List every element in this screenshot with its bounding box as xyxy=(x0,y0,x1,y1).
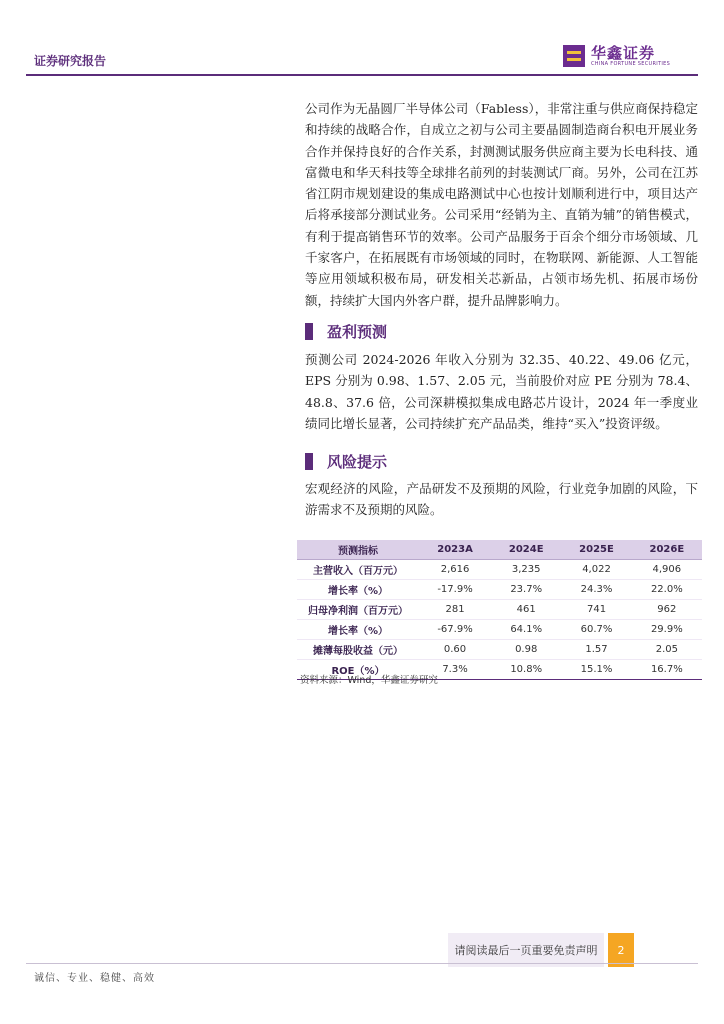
logo-name-cn: 华鑫证券 xyxy=(591,44,656,62)
table-cell: 3,235 xyxy=(491,560,561,580)
section-heading-forecast xyxy=(305,319,698,345)
table-row-label: 主营收入（百万元） xyxy=(297,560,419,580)
table-cell: 0.60 xyxy=(419,640,491,660)
table-row xyxy=(297,640,702,660)
table-cell: 24.3% xyxy=(561,580,631,600)
table-cell: 15.1% xyxy=(561,660,631,680)
table-row xyxy=(297,560,702,580)
section-marker-icon xyxy=(305,323,313,340)
table-cell: 29.9% xyxy=(632,620,702,640)
table-cell: -67.9% xyxy=(419,620,491,640)
table-cell: 4,022 xyxy=(561,560,631,580)
disclaimer-text: 请阅读最后一页重要免责声明 xyxy=(454,944,598,957)
table-row-label: 增长率（%） xyxy=(297,620,419,640)
table-row-label: 摊薄每股收益（元） xyxy=(297,640,419,660)
header-divider xyxy=(26,74,698,76)
company-logo xyxy=(563,45,670,67)
page-number: 2 xyxy=(608,933,634,967)
table-header-cell: 预测指标 xyxy=(297,540,419,560)
table-cell: 962 xyxy=(632,600,702,620)
table-cell: 0.98 xyxy=(491,640,561,660)
section-heading-risk xyxy=(305,448,698,474)
logo-name-en: CHINA FORTUNE SECURITIES xyxy=(591,61,671,67)
table-cell: 741 xyxy=(561,600,631,620)
table-row xyxy=(297,580,702,600)
logo-mark-icon xyxy=(563,45,585,67)
table-cell: 22.0% xyxy=(632,580,702,600)
table-row-label: 归母净利润（百万元） xyxy=(297,600,419,620)
disclaimer-notice xyxy=(448,933,604,967)
section-marker-icon xyxy=(305,453,313,470)
forecast-paragraph: 预测公司 2024-2026 年收入分别为 32.35、40.22、49.06 亿元，EPS 分别为 0.98、1.57、2.05 元，当前股价对应 PE 分别为 78.4、48.8、37.6 倍，公司深耕模拟集成电路芯片设计，2024 年一季度业绩同比增长显著，公司持续扩充产品品类，维持“买入”投资评级。 xyxy=(305,351,698,431)
table-source-note: 资料来源：Wind，华鑫证券研究 xyxy=(300,675,438,686)
table-cell: 281 xyxy=(419,600,491,620)
table-cell: 7.3% xyxy=(419,660,491,680)
table-header-cell: 2026E xyxy=(632,540,702,560)
table-cell: -17.9% xyxy=(419,580,491,600)
table-row xyxy=(297,620,702,640)
report-type-label: 证券研究报告 xyxy=(34,54,107,68)
section-title: 风险提示 xyxy=(327,452,388,471)
table-header-cell: 2025E xyxy=(561,540,631,560)
table-cell: 60.7% xyxy=(561,620,631,640)
intro-paragraph: 公司作为无晶圆厂半导体公司（Fabless），非常注重与供应商保持稳定和持续的战略合作，自成立之初与公司主要晶圆制造商台积电开展业务合作并保持良好的合作关系，封测测试服务供应商主要为长电科技、通富微电和华天科技等全球排名前列的封装测试厂商。另外，公司在江苏省江阴市规划建设的集成电路测试中心也按计划顺利进行中，项目达产后将承接部分测试业务。公司采用“经销为主、直销为辅”的销售模式，有利于提高销售环节的效率。公司产品服务于百余个细分市场领域、几千家客户，在拓展既有市场领域的同时，在物联网、新能源、人工智能等应用领域积极布局，研发相关芯新品，占领市场先机、拓展市场份额，持续扩大国内外客户群，提升品牌影响力。 xyxy=(305,101,698,308)
footer-motto: 诚信、专业、稳健、高效 xyxy=(34,973,155,984)
table-cell: 10.8% xyxy=(491,660,561,680)
table-row-label: 增长率（%） xyxy=(297,580,419,600)
table-row-label: ROE（%） xyxy=(297,660,419,680)
table-cell: 2.05 xyxy=(632,640,702,660)
forecast-table xyxy=(297,540,702,680)
table-cell: 461 xyxy=(491,600,561,620)
table-cell: 2,616 xyxy=(419,560,491,580)
footer-divider xyxy=(26,963,698,964)
table-header-cell: 2023A xyxy=(419,540,491,560)
table-header-cell: 2024E xyxy=(491,540,561,560)
risk-paragraph: 宏观经济的风险，产品研发不及预期的风险，行业竞争加剧的风险，下游需求不及预期的风险。 xyxy=(305,481,698,518)
main-content xyxy=(305,98,698,521)
table-header-row xyxy=(297,540,702,560)
table-cell: 16.7% xyxy=(632,660,702,680)
table-cell: 1.57 xyxy=(561,640,631,660)
section-title: 盈利预测 xyxy=(327,323,388,342)
table-cell: 23.7% xyxy=(491,580,561,600)
table-row xyxy=(297,600,702,620)
table-cell: 4,906 xyxy=(632,560,702,580)
table-cell: 64.1% xyxy=(491,620,561,640)
